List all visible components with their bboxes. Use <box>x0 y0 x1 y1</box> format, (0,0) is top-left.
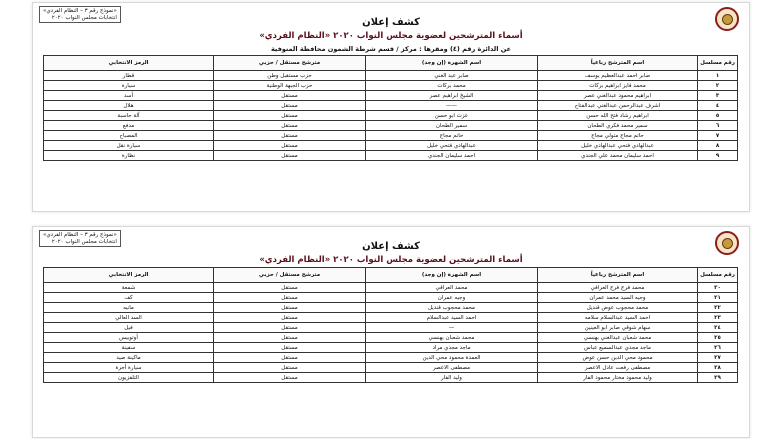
cell-name: مصطفى رفعت عادل الاعصر <box>538 363 698 373</box>
cell-alias: عزت ابو حسن <box>366 111 538 121</box>
cell-symbol: السد العالي <box>44 313 214 323</box>
cell-symbol: مدفع <box>44 121 214 131</box>
cell-name: محمد فرج فرج العراقي <box>538 283 698 293</box>
candidates-table <box>43 55 738 161</box>
cell-name: ماجد مجدي عبدالسميع عباس <box>538 343 698 353</box>
cell-alias: حاتم مجاج <box>366 131 538 141</box>
cell-name: سمير محمد فكري الطحان <box>538 121 698 131</box>
cell-name: محمد فايز ابراهيم بركات <box>538 81 698 91</box>
cell-serial: ٨ <box>698 141 738 151</box>
candidates-table <box>43 267 738 383</box>
form-tag-line-1: «نموذج رقم ٣ – النظام الفردي» <box>43 232 117 238</box>
cell-serial: ٩ <box>698 151 738 161</box>
page-subtitle: أسماء المترشحين لعضوية مجلس النواب ٢٠٢٠ «النظام الفردي» <box>259 255 523 265</box>
cell-name: صابر احمد عبدالعظيم يوسف <box>538 71 698 81</box>
cell-serial: ٢١ <box>698 293 738 303</box>
table-row <box>44 373 738 383</box>
cell-serial: ٢٥ <box>698 333 738 343</box>
cell-party: مستقل <box>214 303 366 313</box>
cell-serial: ٢٣ <box>698 313 738 323</box>
cell-symbol: سيارة نقل <box>44 141 214 151</box>
cell-name: ابراهيم رشاد فتح الله حسن <box>538 111 698 121</box>
cell-party: مستقل <box>214 283 366 293</box>
header-party: مترشح مستقل / حزبي <box>214 268 366 283</box>
cell-symbol: سيارة <box>44 81 214 91</box>
cell-alias: الشيخ ابراهيم عصر <box>366 91 538 101</box>
table-row <box>44 151 738 161</box>
page-title: كشف إعلان <box>362 17 420 28</box>
header-party: مترشح مستقل / حزبي <box>214 56 366 71</box>
cell-alias: محمد شعبان بهنسي <box>366 333 538 343</box>
page-subtitle: أسماء المترشحين لعضوية مجلس النواب ٢٠٢٠ «النظام الفردي» <box>259 31 523 41</box>
header-alias: اسم الشهرة (إن وجد) <box>366 56 538 71</box>
cell-symbol: مانيه <box>44 303 214 313</box>
header-name: اسم المترشح رباعياً <box>538 268 698 283</box>
cell-symbol: المصباح <box>44 131 214 141</box>
header-alias: اسم الشهرة (إن وجد) <box>366 268 538 283</box>
cell-serial: ٢٤ <box>698 323 738 333</box>
header-serial: رقم مسلسل <box>698 268 738 283</box>
table-row <box>44 293 738 303</box>
cell-alias: وجيه عمران <box>366 293 538 303</box>
cell-symbol: التلفزيون <box>44 373 214 383</box>
cell-symbol: أسد <box>44 91 214 101</box>
cell-party: مستقل <box>214 91 366 101</box>
cell-serial: ٢٠ <box>698 283 738 293</box>
cell-alias: احمد سليمان الجندي <box>366 151 538 161</box>
cell-party: مستقل <box>214 111 366 121</box>
cell-party: حزب الجبهة الوطنية <box>214 81 366 91</box>
table-row <box>44 343 738 353</box>
cell-party: مستقل <box>214 323 366 333</box>
cell-alias: وليد الفار <box>366 373 538 383</box>
cell-alias: — <box>366 323 538 333</box>
cell-alias: ماجد مجدي مراد <box>366 343 538 353</box>
cell-party: حزب مستقبل وطن <box>214 71 366 81</box>
table-row <box>44 91 738 101</box>
document-page-2 <box>32 226 750 438</box>
header-serial: رقم مسلسل <box>698 56 738 71</box>
cell-symbol: أوتوبيس <box>44 333 214 343</box>
table-row <box>44 333 738 343</box>
cell-name: محمود محي الدين حسن عوض <box>538 353 698 363</box>
cell-alias: —— <box>366 101 538 111</box>
cell-party: مستقل <box>214 293 366 303</box>
cell-alias: العمدة محمود محي الدين <box>366 353 538 363</box>
cell-alias: عبدالهادي فتحي خليل <box>366 141 538 151</box>
table-row <box>44 71 738 81</box>
header-name: اسم المترشح رباعياً <box>538 56 698 71</box>
cell-serial: ٧ <box>698 131 738 141</box>
cell-alias: مصطفى الاعصر <box>366 363 538 373</box>
cell-name: محمد شعبان عبدالغني بهنسي <box>538 333 698 343</box>
cell-name: احمد السيد عبدالسلام سلامه <box>538 313 698 323</box>
cell-serial: ٢٨ <box>698 363 738 373</box>
cell-name: سهام شوقي صابر ابو العينين <box>538 323 698 333</box>
cell-alias: احمد السيد عبدالسلام <box>366 313 538 323</box>
cell-symbol: شمعة <box>44 283 214 293</box>
cell-party: مستقل <box>214 363 366 373</box>
cell-symbol: ماكينة صيد <box>44 353 214 363</box>
cell-name: وجيه السيد محمد عمران <box>538 293 698 303</box>
cell-serial: ٢٦ <box>698 343 738 353</box>
cell-party: مستقل <box>214 343 366 353</box>
cell-symbol: هلال <box>44 101 214 111</box>
table-row <box>44 283 738 293</box>
cell-serial: ٢ <box>698 81 738 91</box>
cell-name: وليد محمود مختار محمود الفار <box>538 373 698 383</box>
cell-name: محمد محجوب عوض قنديل <box>538 303 698 313</box>
cell-serial: ٣ <box>698 91 738 101</box>
table-row <box>44 353 738 363</box>
form-tag-line-2: انتخابات مجلس النواب ٢٠٢٠ <box>51 238 117 245</box>
table-row <box>44 101 738 111</box>
cell-symbol: آلة حاسبة <box>44 111 214 121</box>
table-row <box>44 313 738 323</box>
cell-symbol: سفينة <box>44 343 214 353</box>
cell-serial: ٢٧ <box>698 353 738 363</box>
header-symbol: الرمز الانتخابي <box>44 268 214 283</box>
cell-serial: ٦ <box>698 121 738 131</box>
table-row <box>44 323 738 333</box>
cell-alias: محمد العراقي <box>366 283 538 293</box>
table-row <box>44 131 738 141</box>
document-page-1 <box>32 2 750 212</box>
cell-symbol: فيل <box>44 323 214 333</box>
table-row <box>44 141 738 151</box>
cell-party: مستقل <box>214 313 366 323</box>
cell-alias: سمير الطحان <box>366 121 538 131</box>
header-symbol: الرمز الانتخابي <box>44 56 214 71</box>
cell-alias: محمد بركات <box>366 81 538 91</box>
cell-name: عبدالهادي فتحي عبدالهادي خليل <box>538 141 698 151</box>
cell-symbol: قطار <box>44 71 214 81</box>
cell-party: مستقل <box>214 373 366 383</box>
cell-party: مستقل <box>214 101 366 111</box>
table-row <box>44 303 738 313</box>
cell-party: مستقل <box>214 141 366 151</box>
cell-party: مستقل <box>214 151 366 161</box>
cell-serial: ١ <box>698 71 738 81</box>
cell-serial: ٢٩ <box>698 373 738 383</box>
table-row <box>44 121 738 131</box>
cell-alias: صابر عبد الغني <box>366 71 538 81</box>
cell-symbol: سيارة أجرة <box>44 363 214 373</box>
table-row <box>44 81 738 91</box>
cell-symbol: نظارة <box>44 151 214 161</box>
cell-name: احمد سليمان محمد علي الجندي <box>538 151 698 161</box>
cell-name: اشرف عبدالرحمن عبدالغني عبدالفتاح <box>538 101 698 111</box>
cell-party: مستقل <box>214 121 366 131</box>
cell-serial: ٤ <box>698 101 738 111</box>
cell-serial: ٢٢ <box>698 303 738 313</box>
cell-party: مستقل <box>214 353 366 363</box>
form-tag-line-2: انتخابات مجلس النواب ٢٠٢٠ <box>51 14 117 21</box>
cell-serial: ٥ <box>698 111 738 121</box>
table-row <box>44 363 738 373</box>
form-tag-line-1: «نموذج رقم ٣ – النظام الفردي» <box>43 8 117 14</box>
cell-name: ابراهيم محمود عبدالغني عصر <box>538 91 698 101</box>
cell-party: مستقل <box>214 333 366 343</box>
district-line: عن الدائرة رقم (٤) ومقرها : مركز / قسم شرطة الشمون محافظة المنوفية <box>270 45 512 53</box>
table-row <box>44 111 738 121</box>
cell-symbol: كف <box>44 293 214 303</box>
cell-alias: محمد محجوب قنديل <box>366 303 538 313</box>
cell-name: حاتم مجاج متولي مجاج <box>538 131 698 141</box>
page-title: كشف إعلان <box>362 241 420 252</box>
cell-party: مستقل <box>214 131 366 141</box>
